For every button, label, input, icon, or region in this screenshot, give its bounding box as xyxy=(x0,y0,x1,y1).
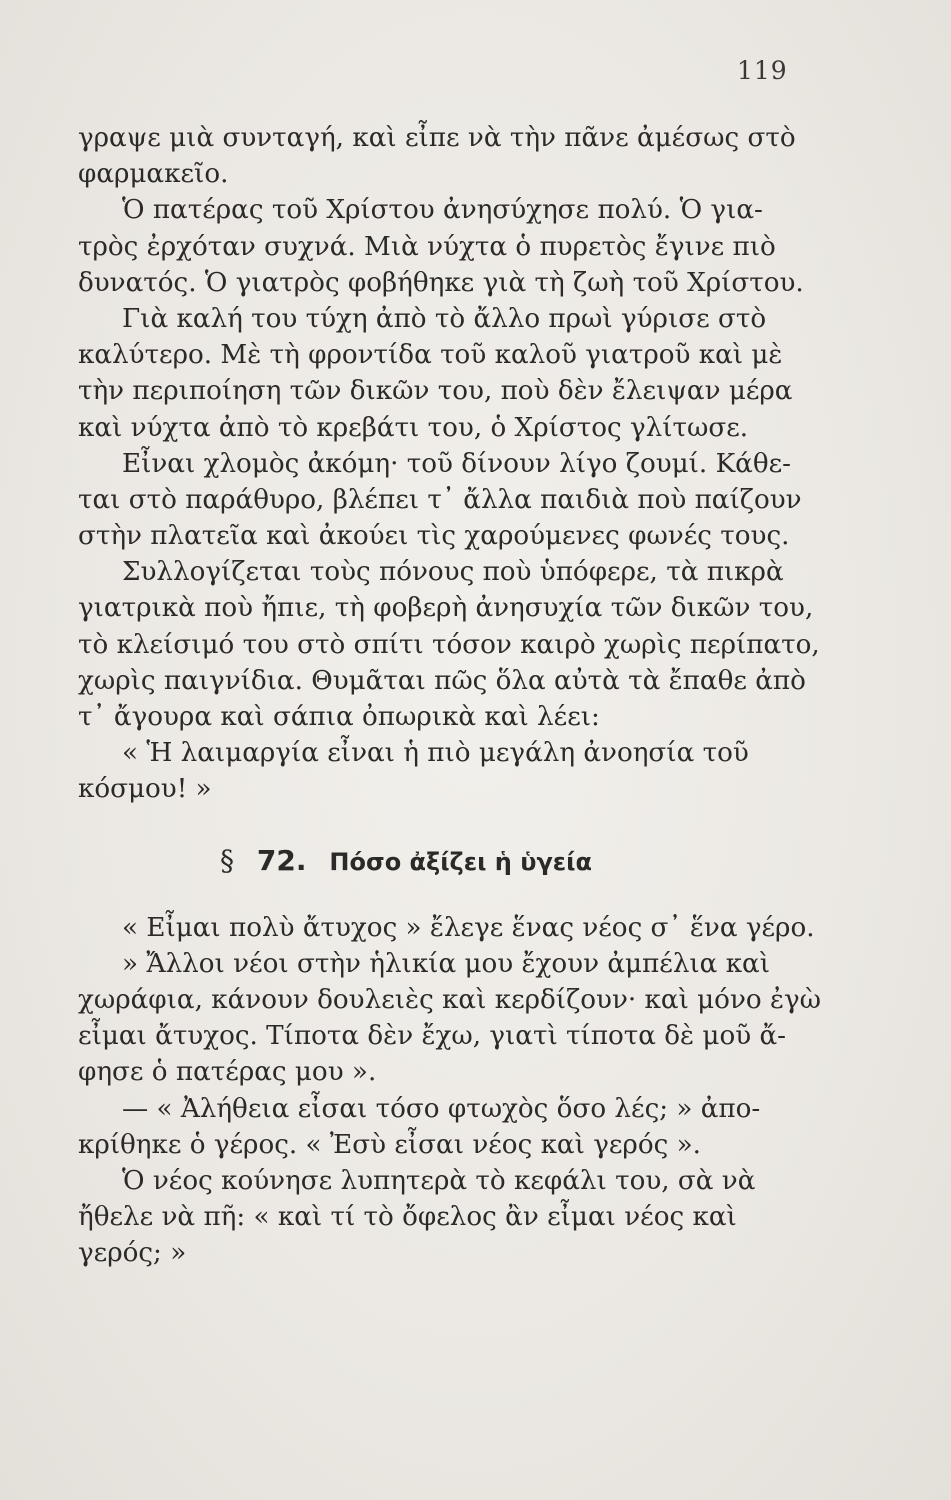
text-line: τ᾽ ἄγουρα καὶ σάπια ὀπωρικὰ καὶ λέει: xyxy=(78,702,600,732)
text-line: στὴν πλατεῖα καὶ ἀκούει τὶς χαρούμενες φωνές τους. xyxy=(78,521,790,552)
text-line: χωράφια, κάνουν δουλειὲς καὶ κερδίζουν· καὶ μόνο ἐγὼ xyxy=(78,984,822,1015)
section-number: 72. xyxy=(256,843,307,877)
text-line: καὶ νύχτα ἀπὸ τὸ κρεβάτι του, ὁ Χρίστος γλίτωσε. xyxy=(78,412,749,443)
text-line: γιατρικὰ ποὺ ἤπιε, τὴ φοβερὴ ἀνησυχία τῶν δικῶν του, xyxy=(78,593,814,624)
text-line: τὴν περιποίηση τῶν δικῶν του, ποὺ δὲν ἔλειψαν μέρα xyxy=(78,376,793,407)
text-line: Συλλογίζεται τοὺς πόνους ποὺ ὑπόφερε, τὰ πικρὰ xyxy=(122,557,784,588)
text-after-section xyxy=(78,910,848,1272)
text-line: γραψε μιὰ συνταγή, καὶ εἶπε νὰ τὴν πᾶνε ἀμέσως στὸ xyxy=(78,123,796,153)
text-line: Ὁ νέος κούνησε λυπητερὰ τὸ κεφάλι του, σὰ νὰ xyxy=(122,1165,756,1196)
text-line: γερός; » xyxy=(78,1238,187,1269)
page-body xyxy=(78,120,848,1271)
text-line: « Εἶμαι πολὺ ἄτυχος » ἔλεγε ἕνας νέος σ᾽ ἕνα γέρο. xyxy=(122,912,815,943)
text-line: χωρὶς παιγνίδια. Θυμᾶται πῶς ὅλα αὐτὰ τὰ ἔπαθε ἀπὸ xyxy=(78,665,806,696)
text-line: τρὸς ἐρχόταν συχνά. Μιὰ νύχτα ὁ πυρετὸς ἔγινε πιὸ xyxy=(78,231,776,262)
text-line: ἤθελε νὰ πῆ: « καὶ τί τὸ ὄφελος ἂν εἶμαι νέος καὶ xyxy=(78,1202,737,1233)
text-line: « Ἡ λαιμαργία εἶναι ἡ πιὸ μεγάλη ἀνοησία τοῦ xyxy=(122,738,749,769)
text-line: δυνατός. Ὁ γιατρὸς φοβήθηκε γιὰ τὴ ζωὴ τοῦ Χρίστου. xyxy=(78,267,804,298)
text-line: Εἶναι χλομὸς ἀκόμη· τοῦ δίνουν λίγο ζουμί. Κάθε- xyxy=(122,448,791,479)
page-number: 119 xyxy=(737,56,788,85)
text-line: » Ἄλλοι νέοι στὴν ἡλικία μου ἔχουν ἀμπέλια καὶ xyxy=(122,948,771,979)
text-line: φησε ὁ πατέρας μου ». xyxy=(78,1057,377,1088)
text-before-section xyxy=(78,120,848,808)
text-line: — « Ἀλήθεια εἶσαι τόσο φτωχὸς ὅσο λές; » ἀπο- xyxy=(122,1093,761,1124)
text-line: Γιὰ καλή του τύχη ἀπὸ τὸ ἄλλο πρωὶ γύρισε στὸ xyxy=(122,303,767,334)
text-line: εἶμαι ἄτυχος. Τίποτα δὲν ἔχω, γιατὶ τίποτα δὲ μοῦ ἄ- xyxy=(78,1021,786,1052)
text-line: φαρμακεῖο. xyxy=(78,159,229,190)
section-symbol: § xyxy=(220,843,234,877)
section-title: Πόσο ἀξίζει ἡ ὑγεία xyxy=(329,847,592,876)
section-heading xyxy=(78,832,848,890)
text-line: κρίθηκε ὁ γέρος. « Ἐσὺ εἶσαι νέος καὶ γερός ». xyxy=(78,1129,701,1160)
text-line: κόσμου! » xyxy=(78,774,212,805)
text-line: καλύτερο. Μὲ τὴ φροντίδα τοῦ καλοῦ γιατροῦ καὶ μὲ xyxy=(78,340,783,371)
text-line: ται στὸ παράθυρο, βλέπει τ᾽ ἄλλα παιδιὰ ποὺ παίζουν xyxy=(78,484,802,515)
text-line: Ὁ πατέρας τοῦ Χρίστου ἀνησύχησε πολύ. Ὁ για- xyxy=(122,195,763,226)
text-line: τὸ κλείσιμό του στὸ σπίτι τόσον καιρὸ χωρὶς περίπατο, xyxy=(78,629,820,660)
